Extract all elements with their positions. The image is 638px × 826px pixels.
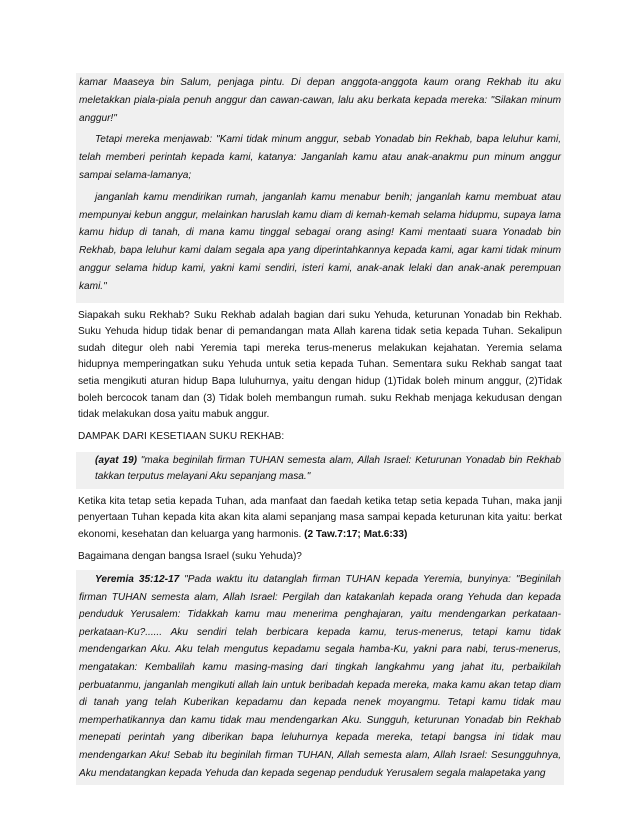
scripture-quote-block	[76, 73, 564, 303]
verse-text: "Pada waktu itu datanglah firman TUHAN kepada Yeremia, bunyinya: "Beginilah firman TUHAN semesta alam, Allah Israel: Pergilah dan katakanlah kepada orang Yehuda dan kepada penduduk Yerusalem: Tidakkah kamu mau menerima penghajaran, yaitu mendengarkan perkataan-perkataan-Ku?...... Aku sendiri telah berbicara kepada kamu, terus-menerus, tetapi kamu tidak mendengarkan Aku. Aku telah mengutus kepadamu segala hamba-Ku, yakni para nabi, terus-menerus, mengatakan: Kembalilah kamu masing-masing dari tingkah langkahmu yang jahat itu, perbaikilah perbuatanmu, janganlah mengikuti allah lain untuk beribadah kepada mereka, maka kamu akan tetap diam di tanah yang telah Kuberikan kepadamu dan kepada nenek moyangmu. Tetapi kamu tidak mau memperhatikannya dan kamu tidak mau mendengarkan Aku. Sungguh, keturunan Yonadab bin Rekhab menepati perintah yang diberikan bapa leluhurnya kepada mereka, tetapi bangsa ini tidak mau mendengarkan Aku! Sebab itu beginilah firman TUHAN, Allah semesta alam, Allah Israel: Sesungguhnya, Aku mendatangkan kepada Yehuda dan kepada segenap penduduk Yerusalem segala malapetaka yang	[79, 574, 561, 779]
body-paragraph	[76, 494, 564, 544]
paragraph-text: Ketika kita tetap setia kepada Tuhan, ada manfaat dan faedah ketika tetap setia kepada Tuhan, maka janji penyertaan Tuhan kepada kita akan kita alami sepanjang masa sampai kepada keturunan kita yaitu: berkat ekonomi, kesehatan dan keluarga yang harmonis.	[78, 495, 562, 540]
verse-reference: Yeremia 35:12-17	[95, 574, 180, 586]
body-paragraph: Bagaimana dengan bangsa Israel (suku Yehuda)?	[78, 550, 302, 562]
verse-text: "maka beginilah firman TUHAN semesta alam, Allah Israel: Keturunan Yonadab bin Rekhab takkan terputus melayani Aku sepanjang masa."	[95, 454, 561, 483]
quote-paragraph: Tetapi mereka menjawab: "Kami tidak minum anggur, sebab Yonadab bin Rekhab, bapa leluhur kami, telah memberi perintah kepada kami, katanya: Janganlah kamu atau anak-anakmu pun minum anggur sampai selama-lamanya;	[79, 134, 561, 181]
body-paragraph: Siapakah suku Rekhab? Suku Rekhab adalah bagian dari suku Yehuda, keturunan Yonadab bin Rekhab. Suku Yehuda hidup tidak benar di pemandangan mata Allah karena tidak setia kepada Tuhan. Sekalipun sudah ditegur oleh nabi Yeremia tapi mereka terus-menerus melakukan kejahatan. Yeremia selama hidupnya memperingatkan suku Yehuda untuk setia kepada Tuhan. Sementara suku Rekhab sangat taat setia mengikuti aturan hidup Bapa luluhurnya, yaitu dengan hidup (1)Tidak boleh minum anggur, (2)Tidak boleh bercocok tanam dan (3) Tidak boleh membangun rumah. suku Rekhab menjaga kekudusan dengan tidak melakukan dosa yaitu mabuk anggur.	[78, 309, 562, 421]
quote-paragraph	[79, 571, 561, 782]
quote-paragraph	[95, 453, 561, 486]
scripture-quote-block	[76, 452, 564, 489]
quote-paragraph: janganlah kamu mendirikan rumah, janganlah kamu menabur benih; janganlah kamu membuat atau mempunyai kebun anggur, melainkan haruslah kamu diam di kemah-kemah selama hidupmu, supaya lama kamu hidup di tanah, di mana kamu tinggal sebagai orang asing! Kami mentaati suara Yonadab bin Rekhab, bapa leluhur kami dalam segala apa yang diperintahkannya kepada kami, agar kami tidak minum anggur selama hidup kami, yakni kami sendiri, isteri kami, anak-anak lelaki dan anak-anak perempuan kami."	[79, 191, 561, 292]
quote-paragraph: kamar Maaseya bin Salum, penjaga pintu. Di depan anggota-anggota kaum orang Rekhab itu aku meletakkan piala-piala penuh anggur dan cawan-cawan, lalu aku berkata kepada mereka: "Silakan minum anggur!"	[79, 77, 561, 124]
section-heading: DAMPAK DARI KESETIAAN SUKU REKHAB:	[78, 430, 285, 442]
verse-reference: (ayat 19)	[95, 454, 137, 466]
bible-reference: (2 Taw.7:17; Mat.6:33)	[304, 528, 408, 540]
page-content	[76, 73, 564, 790]
scripture-quote-block	[76, 570, 564, 785]
